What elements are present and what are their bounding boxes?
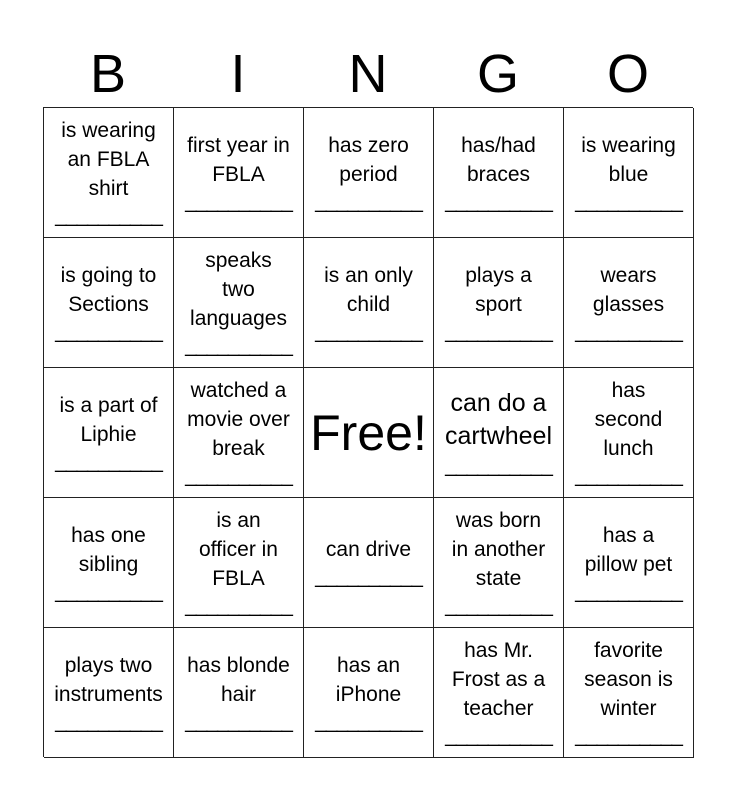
bingo-cell-text: is going to Sections bbox=[60, 263, 157, 316]
bingo-cell[interactable] bbox=[434, 628, 564, 758]
signature-line: __________ bbox=[315, 189, 422, 213]
signature-line: __________ bbox=[445, 724, 552, 747]
signature-line: __________ bbox=[55, 579, 162, 603]
bingo-cell-text: is an officer in FBLA bbox=[199, 509, 278, 590]
header-letter-b: B bbox=[89, 44, 127, 104]
signature-line: __________ bbox=[445, 594, 552, 617]
bingo-cell[interactable] bbox=[304, 238, 434, 368]
signature-line: __________ bbox=[315, 565, 422, 588]
bingo-header bbox=[43, 42, 693, 106]
bingo-cell-text: has blonde hair bbox=[187, 653, 290, 706]
signature-line: __________ bbox=[55, 204, 162, 227]
bingo-cell[interactable] bbox=[434, 368, 564, 498]
bingo-cell[interactable] bbox=[564, 368, 694, 498]
bingo-cell[interactable] bbox=[174, 108, 304, 238]
signature-line: __________ bbox=[575, 724, 682, 747]
signature-line: __________ bbox=[575, 464, 682, 487]
bingo-cell[interactable] bbox=[434, 498, 564, 628]
bingo-cell[interactable] bbox=[304, 498, 434, 628]
bingo-cell[interactable] bbox=[174, 498, 304, 628]
bingo-cell-text: is wearing an FBLA shirt bbox=[61, 119, 156, 200]
bingo-cell-text: has/had braces bbox=[461, 133, 536, 186]
header-letter-g: G bbox=[476, 44, 519, 104]
header-letter-o: O bbox=[606, 44, 649, 104]
bingo-cell-text: is an only child bbox=[324, 263, 413, 316]
bingo-cell-free[interactable] bbox=[304, 368, 434, 498]
bingo-cell-text: plays a sport bbox=[465, 263, 532, 316]
bingo-cell[interactable] bbox=[174, 368, 304, 498]
bingo-cell-text: can drive bbox=[325, 538, 412, 561]
signature-line: __________ bbox=[55, 319, 162, 343]
bingo-cell-text: has second lunch bbox=[594, 379, 663, 460]
signature-line: __________ bbox=[575, 189, 682, 213]
signature-line: __________ bbox=[185, 334, 292, 357]
bingo-cell[interactable] bbox=[44, 368, 174, 498]
bingo-grid bbox=[43, 107, 693, 757]
bingo-cell-text: has zero period bbox=[328, 133, 409, 186]
signature-line: __________ bbox=[185, 594, 292, 617]
bingo-cell-text: is wearing blue bbox=[581, 133, 676, 186]
bingo-cell-text: first year in FBLA bbox=[187, 133, 290, 186]
bingo-cell-text: watched a movie over break bbox=[187, 379, 290, 460]
bingo-cell[interactable] bbox=[564, 238, 694, 368]
header-letter-i: I bbox=[230, 44, 246, 104]
signature-line: __________ bbox=[445, 319, 552, 343]
bingo-cell[interactable] bbox=[434, 108, 564, 238]
bingo-cell[interactable] bbox=[44, 238, 174, 368]
bingo-cell-text: plays two instruments bbox=[54, 653, 163, 706]
bingo-cell[interactable] bbox=[174, 628, 304, 758]
bingo-cell[interactable] bbox=[44, 108, 174, 238]
bingo-cell-text: can do a cartwheel bbox=[445, 388, 552, 450]
bingo-cell-text: has an iPhone bbox=[335, 653, 402, 706]
signature-line: __________ bbox=[55, 449, 162, 473]
signature-line: __________ bbox=[185, 709, 292, 733]
signature-line: __________ bbox=[445, 189, 552, 213]
bingo-cell-text: favorite season is winter bbox=[584, 639, 673, 720]
free-space-label: Free! bbox=[310, 404, 427, 461]
signature-line: __________ bbox=[55, 709, 162, 733]
bingo-cell[interactable] bbox=[434, 238, 564, 368]
bingo-cell-text: is a part of Liphie bbox=[59, 393, 158, 446]
bingo-cell-text: has a pillow pet bbox=[584, 523, 673, 576]
bingo-cell[interactable] bbox=[44, 628, 174, 758]
bingo-cell[interactable] bbox=[44, 498, 174, 628]
bingo-cell-text: was born in another state bbox=[451, 509, 546, 590]
bingo-cell[interactable] bbox=[304, 108, 434, 238]
signature-line: __________ bbox=[185, 464, 292, 487]
bingo-cell[interactable] bbox=[564, 108, 694, 238]
bingo-cell-text: has Mr. Frost as a teacher bbox=[451, 639, 546, 720]
signature-line: __________ bbox=[575, 319, 682, 343]
bingo-cell[interactable] bbox=[304, 628, 434, 758]
signature-line: __________ bbox=[445, 453, 552, 477]
bingo-cell[interactable] bbox=[564, 498, 694, 628]
signature-line: __________ bbox=[315, 319, 422, 343]
header-letter-n: N bbox=[348, 44, 388, 104]
bingo-cell-text: has one sibling bbox=[71, 523, 146, 576]
signature-line: __________ bbox=[315, 709, 422, 733]
bingo-cell-text: speaks two languages bbox=[190, 249, 287, 330]
signature-line: __________ bbox=[575, 579, 682, 603]
signature-line: __________ bbox=[185, 189, 292, 213]
bingo-cell[interactable] bbox=[174, 238, 304, 368]
bingo-cell-text: wears glasses bbox=[592, 263, 665, 316]
bingo-cell[interactable] bbox=[564, 628, 694, 758]
